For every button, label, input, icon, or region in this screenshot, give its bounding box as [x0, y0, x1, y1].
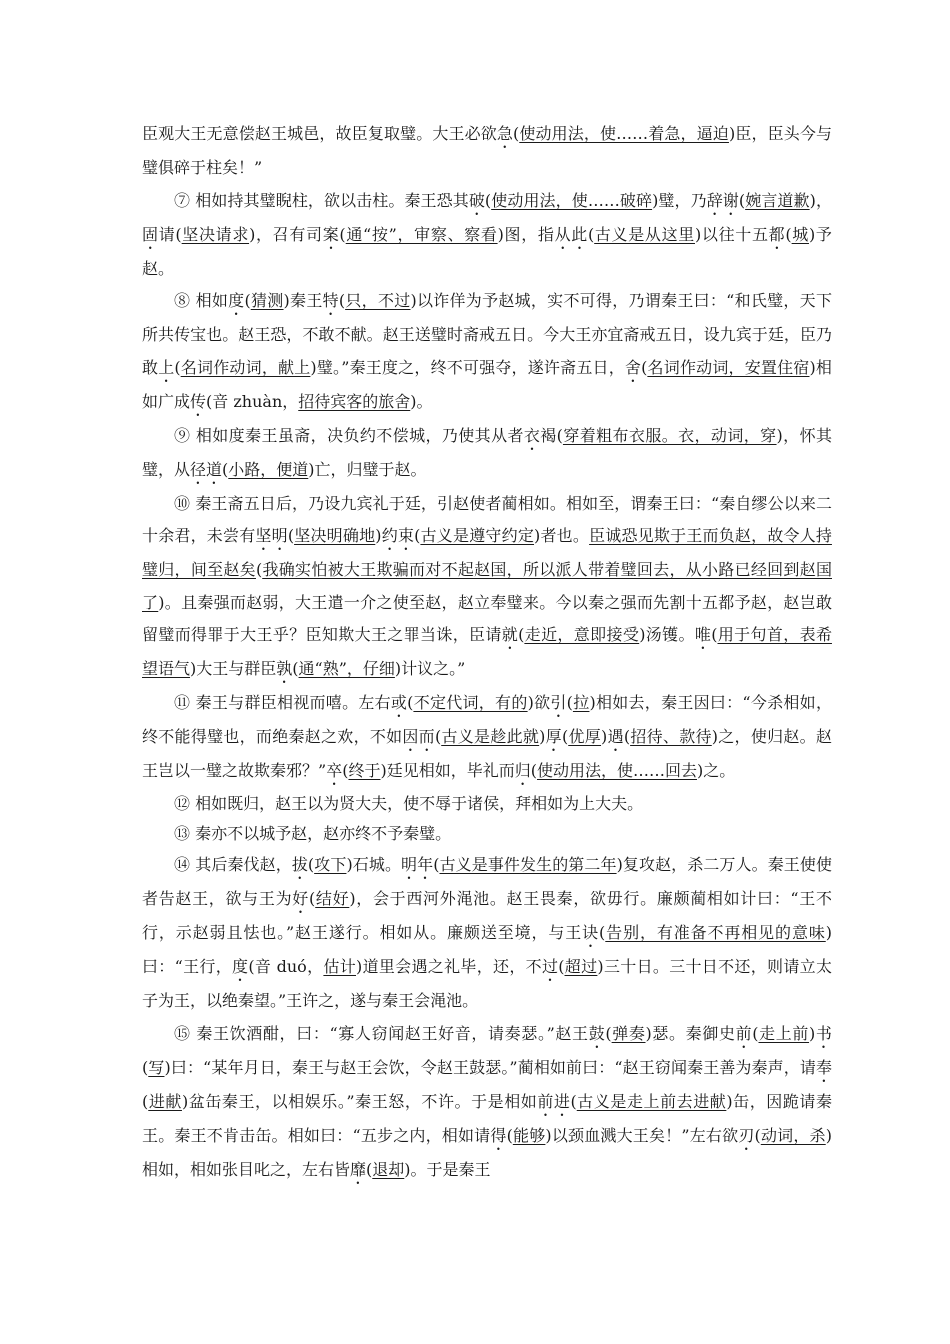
emphasized-word: 得 [490, 1125, 507, 1145]
annotation-text: 使动用法，使……回去 [536, 761, 697, 780]
text-segment: ) [809, 1023, 816, 1043]
text-segment: ( [623, 727, 631, 746]
text-segment: ( [566, 693, 573, 712]
text-segment: ( [785, 224, 792, 244]
annotation-text: 坚决请求 [181, 224, 250, 244]
annotation-text: 用于句首，表希望语气 [142, 625, 832, 678]
text-segment: ( [518, 625, 525, 644]
text-segment: )复攻赵，杀二万人。秦王使使者告赵王，欲与王为 [142, 855, 832, 908]
emphasized-word: 引 [550, 693, 567, 712]
text-segment: ⑬ 秦亦不以城予赵，赵亦终不予秦璧。 [174, 824, 452, 843]
text-segment: ( [222, 459, 229, 479]
emphasized-word: 前 [735, 1023, 753, 1043]
annotation-text: 使动用法，使……破碎 [491, 190, 653, 210]
emphasized-word: 案 [322, 224, 340, 244]
emphasized-word: 度 [228, 291, 245, 310]
text-segment: )。且秦强而赵弱，大王遣一介之使至赵，赵立奉璧来。今以秦之强而先割十五都予赵，赵岂敢留璧而得罪于大王乎？臣知欺大王之罪当诛，臣请 [142, 592, 832, 644]
text-paragraph [142, 789, 832, 819]
text-segment: ) [539, 727, 546, 746]
annotation-text: 进献 [148, 1091, 182, 1111]
text-segment: ( [561, 727, 569, 746]
text-segment: ( [506, 1125, 513, 1145]
text-segment: ( [342, 761, 349, 780]
annotation-text: 终于 [348, 761, 381, 780]
emphasized-word: 辞谢 [706, 190, 739, 210]
emphasized-word: 刃 [738, 1125, 755, 1145]
text-segment: ( [287, 526, 295, 545]
text-segment: )。于是秦王 [404, 1159, 491, 1179]
emphasized-word: 舍 [624, 357, 642, 377]
emphasized-word: 上 [158, 357, 175, 377]
annotation-text: 优厚 [568, 727, 602, 746]
text-paragraph [142, 488, 832, 688]
emphasized-word: 约束 [381, 526, 415, 545]
text-segment: ( [174, 357, 181, 377]
text-paragraph [142, 118, 832, 185]
emphasized-word: 径道 [190, 459, 223, 479]
annotation-text: 退却 [372, 1159, 405, 1179]
text-segment: ( [307, 855, 315, 874]
text-segment: )，召有司 [249, 224, 323, 244]
text-segment: 请( [158, 224, 182, 244]
text-segment: )汤镬。 [639, 625, 695, 644]
text-segment: )，怀其璧，从 [142, 425, 832, 479]
text-segment: ( [433, 855, 440, 874]
text-segment: ( [738, 190, 746, 210]
annotation-text: 名词作动词，献上 [180, 357, 311, 377]
text-segment: ( [587, 224, 595, 244]
emphasized-word: 前进 [537, 1091, 571, 1111]
text-segment: ⑦ 相如持其璧睨柱，欲以击柱。秦王恐其 [174, 190, 469, 210]
annotation-text: 古义是从这里 [594, 224, 695, 244]
annotation-text: 古义是走上前去进献 [576, 1091, 727, 1111]
annotation-text: 臣诚恐见欺于王而负赵，故令人持璧归，间至赵矣 [142, 526, 832, 579]
emphasized-word: 度 [232, 957, 249, 976]
text-segment: ⑮ 秦王饮酒酣，曰：“寡人窃闻赵王好音，请奏瑟。”赵王 [174, 1023, 589, 1043]
text-segment: )， [809, 190, 832, 210]
emphasized-word: 固 [142, 224, 159, 244]
text-segment: ( [142, 1091, 149, 1111]
emphasized-word: 都 [768, 224, 786, 244]
text-segment: 褐( [540, 425, 563, 445]
text-segment: )亡，归璧于赵。 [308, 459, 427, 479]
text-segment: )以往十五 [694, 224, 769, 244]
text-segment: )璧。”秦王度之，终不可强夺，遂许斋五日， [310, 357, 625, 377]
emphasized-word: 就 [501, 625, 519, 644]
text-segment: ( [752, 1023, 759, 1043]
text-segment: )以诈佯为予赵城，实不可得，乃谓秦王曰：“和氏璧，天下所共传宝也。赵王恐，不敢不献。赵王送璧时斋戒五日。今大王亦宜斋戒五日，设九宾于廷，臣乃敢 [142, 291, 832, 377]
text-segment: ⑪ 秦王与群臣相视而嘻。左右 [174, 693, 391, 712]
annotation-text: 弹奏 [611, 1023, 646, 1043]
annotation-text: 拉 [572, 693, 590, 712]
annotation-text: 估计 [323, 957, 357, 976]
text-segment: )廷见相如，毕礼而 [380, 761, 515, 780]
text-segment: ( [244, 291, 251, 310]
emphasized-word: 拔 [291, 855, 308, 874]
text-segment: ) [375, 526, 382, 545]
text-segment: ( [641, 357, 648, 377]
annotation-text: 招待宾客的旅舍 [298, 391, 411, 411]
emphasized-word: 过 [541, 957, 559, 976]
text-segment: )相如，相如张目叱之，左右皆 [142, 1125, 832, 1179]
text-segment: )曰：“王行， [142, 923, 832, 976]
text-segment: )瑟。秦御史 [645, 1023, 736, 1043]
emphasized-word: 因而 [402, 727, 435, 746]
emphasized-word: 破 [468, 190, 485, 210]
text-segment: ( [484, 190, 492, 210]
text-segment: )计议之。” [394, 659, 466, 678]
annotation-text: 通“熟”，仔细 [298, 659, 395, 678]
text-segment: ( [599, 923, 606, 942]
text-segment: )秦王 [283, 291, 323, 310]
text-paragraph [142, 185, 832, 286]
annotation-text: 我确实怕被大王欺骗而对不起赵国，所以派人带着璧回去，从小路已经回到赵国了 [142, 560, 832, 612]
text-segment: ( [434, 727, 442, 746]
emphasized-word: 厚 [545, 727, 562, 746]
annotation-text: 穿着粗布衣服。衣，动词，穿 [562, 425, 777, 445]
text-segment: ⑧ 相如 [174, 291, 229, 310]
emphasized-word: 靡 [350, 1159, 367, 1179]
emphasized-word: 从此 [554, 224, 588, 244]
emphasized-word: 书 [815, 1023, 832, 1043]
annotation-text: 婉言道歉 [745, 190, 810, 210]
annotation-text: 古义是遵守约定 [420, 526, 535, 545]
annotation-text: 只，不过 [345, 291, 411, 310]
annotation-text: 写 [148, 1057, 165, 1077]
text-segment: 臣观大王无意偿赵王城邑，故臣复取璧。大王必欲 [142, 124, 497, 143]
text-segment: )曰：“某年月日，秦王与赵王会饮，令赵王鼓瑟。”蔺相如前曰：“赵王窃闻秦王善为秦声，请 [164, 1057, 816, 1077]
text-segment: ( [711, 625, 718, 644]
annotation-text: 攻下 [314, 855, 347, 874]
text-paragraph [142, 819, 832, 849]
text-paragraph [142, 285, 832, 420]
text-segment: )之。 [697, 761, 736, 780]
emphasized-word: 或 [390, 693, 408, 712]
text-segment: ( [570, 1091, 577, 1111]
text-segment: ( [255, 560, 263, 579]
emphasized-word: 好 [292, 889, 309, 908]
text-segment: ( [338, 291, 346, 310]
emphasized-word: 特 [322, 291, 339, 310]
annotation-text: 走近，意即接受 [524, 625, 640, 644]
text-segment: ( [754, 1125, 761, 1145]
text-segment: ( [414, 526, 421, 545]
text-segment: )石城。 [346, 855, 402, 874]
text-segment: ( [513, 124, 520, 143]
text-segment: ( [142, 1057, 149, 1077]
text-segment: )相如去，秦王因曰：“今杀相如，终不能得璧也，而绝秦赵之欢，不如 [142, 693, 832, 746]
text-segment: ⑫ 相如既归，赵王以为贤大夫，使不辱于诸侯，拜相如为上大夫。 [174, 794, 644, 813]
annotation-text: 告别，有准备不再相见的意味 [605, 923, 826, 942]
emphasized-word: 衣 [523, 425, 541, 445]
text-segment: )图，指 [497, 224, 555, 244]
emphasized-word: 鼓 [588, 1023, 606, 1043]
emphasized-word: 卒 [326, 761, 343, 780]
emphasized-word: 急 [496, 124, 513, 143]
annotation-text: 古义是事件发生的第二年 [439, 855, 617, 874]
text-segment: )欲 [527, 693, 551, 712]
annotation-text: 走上前 [758, 1023, 810, 1043]
annotation-text: 小路，便道 [228, 459, 309, 479]
text-segment: )三十日。三十日不还，则请立太子为王，以绝秦望。”王许之，遂与秦王会渑池。 [142, 957, 832, 1010]
text-paragraph [142, 1018, 832, 1188]
text-segment: ( [366, 1159, 373, 1179]
annotation-text: 超过 [564, 957, 598, 976]
text-segment: )之，使归赵。赵王岂以一璧之故欺秦邪？” [142, 727, 832, 780]
emphasized-word: 坚明 [255, 526, 288, 545]
annotation-text: 名词作动词，安置住宿 [647, 357, 810, 377]
text-segment: )璧，乃 [652, 190, 707, 210]
text-segment: ( [605, 1023, 612, 1043]
emphasized-word: 明年 [401, 855, 434, 874]
emphasized-word: 诀 [582, 923, 600, 942]
text-segment: )道里会遇之礼毕，还，不 [356, 957, 542, 976]
text-segment: )。 [410, 391, 433, 411]
text-segment: ( [292, 659, 299, 678]
annotation-text: 使动用法，使……着急，逼迫 [519, 124, 729, 143]
text-segment: )予赵。 [142, 224, 832, 278]
text-segment: )以颈血溅大王矣！”左右欲 [545, 1125, 739, 1145]
text-segment: )，会于西河外渑池。赵王畏秦，欲毋行。廉颇蔺相如计曰：“王不行，示赵弱且怯也。”赵王遂行。相如从。廉颇送至境，与王 [142, 889, 832, 942]
annotation-text: 能够 [512, 1125, 546, 1145]
emphasized-word: 归 [514, 761, 531, 780]
text-segment: ⑨ 相如度秦王虽斋，决负约不偿城，乃使其从者 [174, 425, 524, 445]
annotation-text: 猜测 [250, 291, 284, 310]
annotation-text: 不定代词，有的 [413, 693, 528, 712]
text-segment: )臣，臣头今与璧俱碎于柱矣！” [142, 124, 832, 177]
emphasized-word: 奉 [815, 1057, 832, 1077]
text-segment: (音 zhuàn， [206, 391, 299, 411]
emphasized-word: 遇 [607, 727, 624, 746]
emphasized-word: 传 [190, 391, 207, 411]
text-segment: )缶，因跪请秦王。秦王不肯击缶。相如曰：“五步之内，相如请 [142, 1091, 832, 1145]
text-segment: ⑭ 其后秦伐赵， [174, 855, 292, 874]
text-segment: ( [558, 957, 565, 976]
annotation-text: 结好 [315, 889, 350, 908]
text-segment: ( [339, 224, 346, 244]
text-paragraph [142, 420, 832, 488]
text-segment: ( [407, 693, 414, 712]
annotation-text: 城 [791, 224, 809, 244]
annotation-text: 古义是趁此就 [441, 727, 540, 746]
annotation-text: 坚决明确地 [294, 526, 376, 545]
emphasized-word: 孰 [276, 659, 293, 678]
annotation-text: 通“按”，审察、察看 [345, 224, 498, 244]
text-segment: ( [530, 761, 537, 780]
text-paragraph [142, 687, 832, 789]
text-segment: (音 duó， [248, 957, 324, 976]
text-segment: )相如广成 [142, 357, 832, 411]
document-body [142, 118, 832, 1188]
text-segment: ) [601, 727, 608, 746]
text-paragraph [142, 849, 832, 1018]
emphasized-word: 唯 [694, 625, 712, 644]
text-segment: )大王与群臣 [190, 659, 277, 678]
annotation-text: 招待、款待 [630, 727, 712, 746]
text-segment: ⑩ 秦王斋五日后，乃设九宾礼于廷，引赵使者蔺相如。相如至，谓秦王曰：“秦自缪公以来二十余君，未尝有 [142, 493, 832, 545]
annotation-text: 动词，杀 [760, 1125, 826, 1145]
text-segment: ( [308, 889, 316, 908]
text-segment: )盆缶秦王，以相娱乐。”秦王怒，不许。于是相如 [181, 1091, 538, 1111]
text-segment: )者也。 [534, 526, 590, 545]
